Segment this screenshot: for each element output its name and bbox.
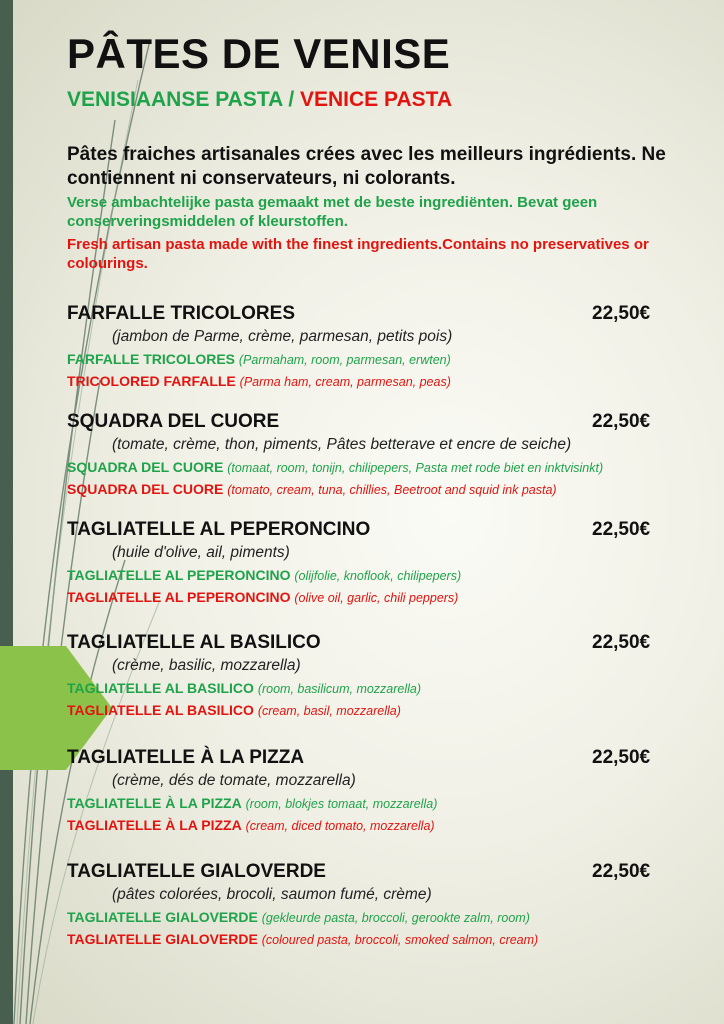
dish-price: 22,50€ [592,632,651,653]
menu-item [67,519,687,619]
dish-name-dutch: TAGLIATELLE AL PEPERONCINO [67,567,291,583]
dish-name: FARFALLE TRICOLORES [67,303,295,324]
page-subtitle [67,88,452,112]
dish-description-dutch: (gekleurde pasta, broccoli, gerookte zalm, room) [261,911,530,925]
dish-english-line [67,931,538,947]
dish-dutch-line [67,795,437,811]
dish-price: 22,50€ [592,411,651,432]
dish-name-english: TAGLIATELLE AL PEPERONCINO [67,589,291,605]
menu-item [67,411,687,511]
dish-description-french: (huile d'olive, ail, piments) [112,544,290,561]
menu-item [67,303,687,403]
subtitle-dutch: VENISIAANSE PASTA [67,88,283,111]
dish-price: 22,50€ [592,519,651,540]
dish-price: 22,50€ [592,747,651,768]
dish-description-french: (tomate, crème, thon, piments, Pâtes betterave et encre de seiche) [112,436,572,453]
dish-description-dutch: (room, basilicum, mozzarella) [257,682,422,696]
intro-english: Fresh artisan pasta made with the finest ingredients.Contains no preservatives or colourings. [67,236,649,272]
menu-item [67,632,687,732]
dish-dutch-line [67,351,451,367]
dish-dutch-line [67,567,461,583]
page-title: PÂTES DE VENISE [67,30,451,77]
dish-description-english: (cream, diced tomato, mozzarella) [245,819,435,833]
dish-description-french: (pâtes colorées, brocoli, saumon fumé, crème) [112,886,432,903]
dish-description-english: (Parma ham, cream, parmesan, peas) [239,375,451,389]
dish-name: TAGLIATELLE AL PEPERONCINO [67,519,371,540]
dish-description-dutch: (room, blokjes tomaat, mozzarella) [245,797,438,811]
dish-description-french: (jambon de Parme, crème, parmesan, petits pois) [112,328,453,345]
dish-english-line [67,481,557,497]
subtitle-english: VENICE PASTA [300,88,453,111]
dish-name-dutch: TAGLIATELLE AL BASILICO [67,680,254,696]
side-bar [0,0,13,1024]
dish-description-french: (crème, dés de tomate, mozzarella) [112,772,356,789]
menu-item [67,747,687,847]
dish-description-english: (cream, basil, mozzarella) [257,704,401,718]
intro-dutch: Verse ambachtelijke pasta gemaakt met de beste ingrediënten. Bevat geen conserveringsmiddelen of kleurstoffen. [67,194,598,230]
dish-name-english: TRICOLORED FARFALLE [67,373,236,389]
dish-description-english: (tomato, cream, tuna, chillies, Beetroot and squid ink pasta) [227,483,557,497]
dish-description-dutch: (Parmaham, room, parmesan, erwten) [238,353,451,367]
dish-english-line [67,817,435,833]
dish-price: 22,50€ [592,861,651,882]
dish-english-line [67,702,401,718]
dish-name-dutch: TAGLIATELLE GIALOVERDE [67,909,258,925]
menu-item [67,861,687,961]
dish-name-dutch: SQUADRA DEL CUORE [67,459,224,475]
dish-name-english: TAGLIATELLE AL BASILICO [67,702,254,718]
dish-dutch-line [67,680,421,696]
dish-name: TAGLIATELLE GIALOVERDE [67,861,326,882]
intro-french: Pâtes fraiches artisanales crées avec les meilleurs ingrédients. Ne contiennent ni conservateurs, ni colorants. [67,144,666,189]
dish-name-english: TAGLIATELLE GIALOVERDE [67,931,258,947]
dish-english-line [67,373,451,389]
dish-description-english: (coloured pasta, broccoli, smoked salmon, cream) [261,933,539,947]
dish-dutch-line [67,459,603,475]
dish-name-dutch: TAGLIATELLE À LA PIZZA [67,795,242,811]
dish-name: TAGLIATELLE À LA PIZZA [67,747,305,768]
dish-name: TAGLIATELLE AL BASILICO [67,632,321,653]
subtitle-separator: / [282,88,300,111]
dish-name-english: SQUADRA DEL CUORE [67,481,224,497]
dish-dutch-line [67,909,530,925]
dish-name: SQUADRA DEL CUORE [67,411,280,432]
dish-description-dutch: (tomaat, room, tonijn, chilipepers, Pasta met rode biet en inktvisinkt) [227,461,604,475]
dish-description-dutch: (olijfolie, knoflook, chilipepers) [294,569,462,583]
dish-name-dutch: FARFALLE TRICOLORES [67,351,235,367]
dish-name-english: TAGLIATELLE À LA PIZZA [67,817,242,833]
dish-description-english: (olive oil, garlic, chili peppers) [294,591,459,605]
dish-english-line [67,589,458,605]
dish-description-french: (crème, basilic, mozzarella) [112,657,301,674]
dish-price: 22,50€ [592,303,651,324]
